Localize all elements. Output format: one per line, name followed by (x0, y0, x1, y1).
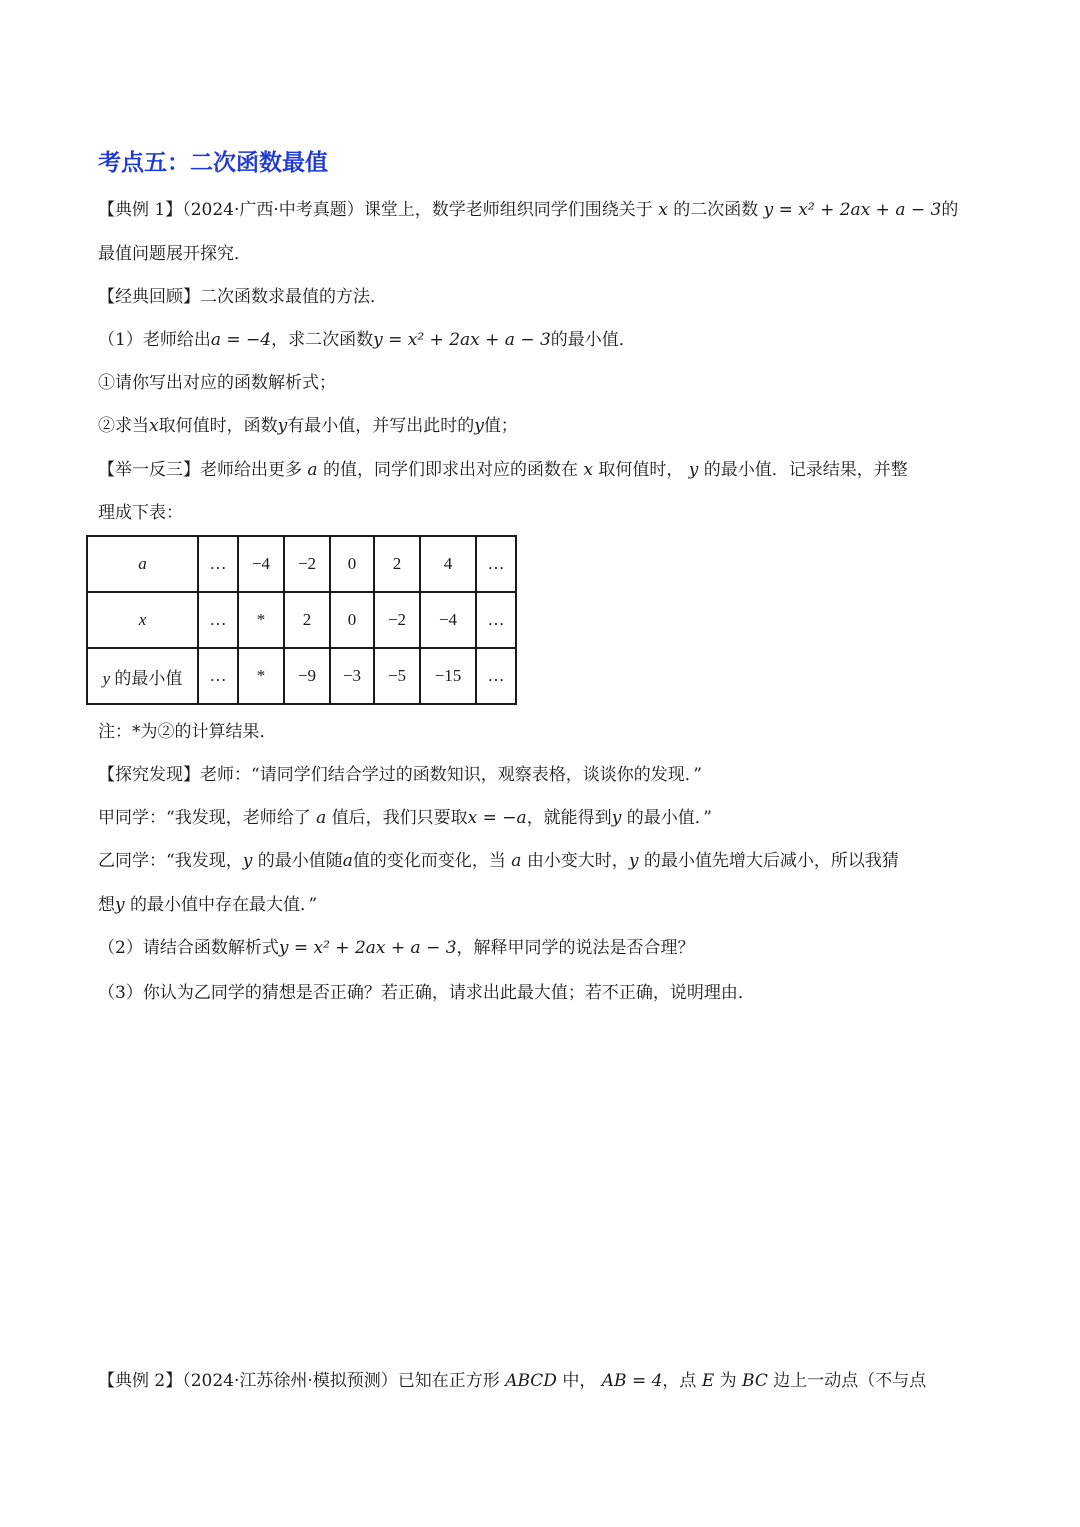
table-cell: −4 (420, 592, 476, 648)
example1-var-x: x (658, 200, 668, 220)
jia-line (98, 806, 712, 830)
table-cell: 4 (420, 536, 476, 592)
example2-text-b: 中， (562, 1371, 597, 1391)
table-cell: 0 (330, 592, 374, 648)
q1s2-var-y: y (277, 416, 288, 436)
example2-text-e: 边上一动点（不与点 (773, 1371, 927, 1391)
discover-line (98, 763, 702, 787)
q1-text-b: ，求二次函数 (271, 330, 374, 350)
question-3: （3）你认为乙同学的猜想是否正确？若正确，请求出此最大值；若不正确，说明理由． (98, 983, 755, 1003)
yi-text-d: 由小变大时， (526, 851, 629, 871)
jia-text-d: 的最小值．” (626, 808, 712, 828)
jia-text-c: ，就能得到 (526, 808, 612, 828)
yi-text-c: 值的变化而变化，当 (352, 851, 506, 871)
example1-line2: 最值问题展开探究． (98, 244, 251, 264)
yi-line2-var-y: y (115, 895, 125, 915)
table-cell: −5 (374, 648, 420, 704)
table-header-x: x (87, 592, 198, 648)
extend-var-y: y (688, 460, 699, 480)
table-cell: −4 (238, 536, 284, 592)
example2-text-a: 已知在正方形 (397, 1371, 500, 1391)
q1-text-c: 的最小值． (550, 330, 636, 350)
table-cell: −15 (420, 648, 476, 704)
table-cell: … (476, 592, 516, 648)
review-tag: 【经典回顾】 (98, 287, 200, 307)
jia-var-a: a (316, 808, 327, 828)
table-header-y-text: 的最小值 (114, 668, 183, 688)
example2-text-d: 为 (719, 1371, 737, 1391)
table-cell: 2 (284, 592, 330, 648)
example1-text-c: 的 (941, 200, 959, 220)
extend-line1 (98, 458, 908, 482)
review-text: 二次函数求最值的方法． (200, 287, 387, 307)
results-table (86, 535, 517, 705)
yi-var-y: y (242, 851, 253, 871)
yi-text-b: 的最小值随 (257, 851, 343, 871)
q1s2-var-x: x (149, 416, 159, 436)
discover-text: 老师：“请同学们结合学过的函数知识，观察表格，谈谈你的发现．” (200, 765, 702, 785)
table-row (87, 648, 516, 704)
table-cell: … (198, 536, 238, 592)
question-2 (98, 936, 695, 960)
q1s2-text-c: 有最小值，并写出此时的 (287, 416, 475, 436)
example2-var-e: E (701, 1371, 715, 1391)
q1s2-var-y2: y (474, 416, 484, 436)
table-cell: * (238, 592, 284, 648)
jia-text-a: 甲同学：“我发现，老师给了 (98, 808, 311, 828)
table-cell: −2 (374, 592, 420, 648)
table-header-a: a (87, 536, 198, 592)
jia-formula: x = −a (467, 808, 527, 828)
example2-segment: BC (742, 1371, 768, 1391)
example2-text-c: ，点 (662, 1371, 697, 1391)
discover-tag: 【探究发现】 (98, 765, 200, 785)
yi-var-y2: y (628, 851, 639, 871)
yi-var-a2: a (511, 851, 522, 871)
yi-var-a: a (342, 851, 353, 871)
yi-line2-text-a: 想 (98, 895, 115, 915)
table-cell: … (198, 648, 238, 704)
yi-text-e: 的最小值先增大后减小，所以我猜 (643, 851, 899, 871)
example1-formula: y = x² + 2ax + a − 3 (763, 200, 942, 220)
example1-text-b: 的二次函数 (673, 200, 759, 220)
table-cell: −9 (284, 648, 330, 704)
question-1-sub1: ①请你写出对应的函数解析式； (98, 373, 336, 393)
q1-text-a: （1）老师给出 (98, 330, 211, 350)
q1-condition: a = −4 (210, 330, 272, 350)
table-cell: * (238, 648, 284, 704)
review-line (98, 285, 387, 309)
table-cell: … (476, 536, 516, 592)
q2-text-b: ，解释甲同学的说法是否合理？ (456, 938, 695, 958)
table-cell: 2 (374, 536, 420, 592)
example2-square: ABCD (505, 1371, 557, 1391)
example1-text-a: 课堂上，数学老师组织同学们围绕关于 (363, 200, 653, 220)
q1-formula: y = x² + 2ax + a − 3 (373, 330, 551, 350)
table-cell: 0 (330, 536, 374, 592)
extend-text-b: 的值，同学们即求出对应的函数在 (322, 460, 578, 480)
table-row (87, 536, 516, 592)
question-1 (98, 328, 636, 352)
section-heading: 考点五：二次函数最值 (98, 150, 328, 176)
table-cell: −3 (330, 648, 374, 704)
jia-var-y: y (611, 808, 622, 828)
extend-text-d: 的最小值．记录结果，并整 (703, 460, 908, 480)
extend-tag: 【举一反三】 (98, 460, 200, 480)
table-header-y (87, 648, 198, 704)
example2-condition: AB = 4 (601, 1371, 663, 1391)
yi-line1 (98, 849, 899, 873)
table-cell: … (476, 648, 516, 704)
table-cell: … (198, 592, 238, 648)
yi-text-a: 乙同学：“我发现， (98, 851, 243, 871)
extend-text-c: 取何值时， (598, 460, 684, 480)
table-cell: −2 (284, 536, 330, 592)
q1s2-text-d: 值； (483, 416, 518, 436)
q1s2-text-b: 取何值时，函数 (158, 416, 278, 436)
example1-source: （2024·广西·中考真题） (182, 200, 364, 220)
example2-source: （2024·江苏徐州·模拟预测） (182, 1371, 398, 1391)
extend-text-a: 老师给出更多 (200, 460, 302, 480)
yi-line2-text-b: 的最小值中存在最大值．” (130, 895, 318, 915)
example1-tag: 【典例 1】 (98, 200, 183, 220)
table-note: 注：*为②的计算结果． (98, 722, 277, 742)
table-row (87, 592, 516, 648)
extend-line2: 理成下表： (98, 503, 183, 523)
q2-formula: y = x² + 2ax + a − 3 (278, 938, 457, 958)
example2-line1 (98, 1369, 926, 1393)
q2-text-a: （2）请结合函数解析式 (98, 938, 279, 958)
yi-line2 (98, 893, 317, 917)
question-1-sub2 (98, 414, 518, 438)
q1s2-text-a: ②求当 (98, 416, 149, 436)
extend-var-x: x (583, 460, 593, 480)
example2-tag: 【典例 2】 (98, 1371, 183, 1391)
table-header-y-var: y (102, 668, 111, 688)
jia-text-b: 值后，我们只要取 (331, 808, 468, 828)
extend-var-a: a (307, 460, 318, 480)
example1-line1 (98, 198, 958, 222)
